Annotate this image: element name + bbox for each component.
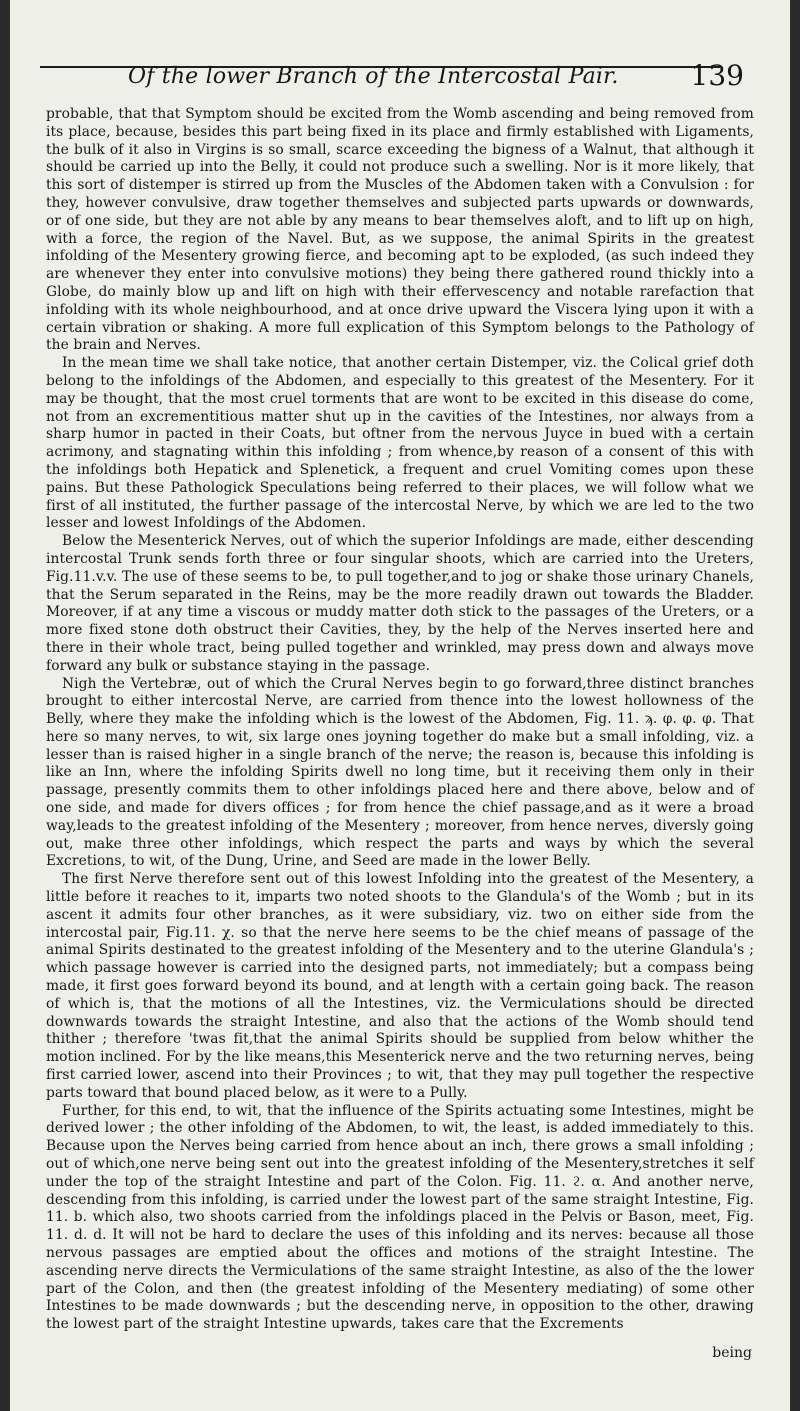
body-text (46, 106, 754, 1334)
page-number: 139 (690, 59, 744, 92)
paragraph-4: Nigh the Vertebræ, out of which the Crural Nerves begin to go forward,three distinct branches brought to either intercostal Nerve, are carried from thence into the lowest hollowness of the Belly, where they make the infolding which is the lowest of the Abdomen, Fig. 11. ϡ. φ. φ. φ. That here so many nerves, to wit, six large ones joyning together do make but a small infolding, viz. a lesser than is raised higher in a single branch of the nerve; the reason is, because this infolding is like an Inn, where the infolding Spirits dwell no long time, but it receiving them only in their passage, presently commits them to other infoldings placed here and there above, below and of one side, and made for divers offices ; for from hence the chief passage,and as it were a broad way,leads to the greatest infolding of the Mesentery ; moreover, from hence nerves, diversly going out, make three other infoldings, which respect the parts and ways by which the several Excretions, to wit, of the Dung, Urine, and Seed are made in the lower Belly. (46, 675, 754, 870)
paragraph-1: probable, that that Symptom should be excited from the Womb ascending and being removed from its place, because, besides this part being fixed in its place and firmly established with Ligaments, the bulk of it also in Virgins is so small, scarce exceeding the bigness of a Walnut, that although it should be carried up into the Belly, it could not produce such a swelling. Nor is it more likely, that this sort of distemper is stirred up from the Muscles of the Abdomen taken with a Convulsion : for they, however convulsive, draw together themselves and subjected parts upwards or downwards, or of one side, but they are not able by any means to bear themselves aloft, and to lift up on high, with a force, the region of the Navel. But, as we suppose, the animal Spirits in the greatest infolding of the Mesentery growing fierce, and becoming apt to be exploded, (as such indeed they are whenever they enter into convulsive motions) they being there gathered round thickly into a Globe, do mainly blow up and lift on high with their effervescency and notable rarefaction that infolding with its whole neighbourhood, and at once drive upward the Viscera lying upon it with a certain vibration or shaking. A more full explication of this Symptom belongs to the Pathology of the brain and Nerves. (46, 106, 754, 354)
book-page (10, 0, 790, 1411)
catchword: being (712, 1345, 752, 1361)
paragraph-5: The first Nerve therefore sent out of this lowest Infolding into the greatest of the Mesentery, a little before it reaches to it, imparts two noted shoots to the Glandula's of the Womb ; but in its ascent it admits four other branches, as it were subsidiary, viz. two on either side from the intercostal pair, Fig.11. χ. so that the nerve here seems to be the chief means of passage of the animal Spirits destinated to the greatest infolding of the Mesentery and to the uterine Glandula's ; which passage however is carried into the designed parts, not immediately; but a compass being made, it first goes forward beyond its bound, and at length with a certain going back. The reason of which is, that the motions of all the Intestines, viz. the Vermiculations should be directed downwards towards the straight Intestine, and also that the actions of the Womb should tend thither ; therefore 'twas fit,that the animal Spirits should be supplied from below whither the motion inclined. For by the like means,this Mesenterick nerve and the two returning nerves, being first carried lower, ascend into their Provinces ; to wit, that they may pull together the respective parts toward that bound placed below, as it were to a Pully. (46, 871, 754, 1101)
paragraph-3: Below the Mesenterick Nerves, out of which the superior Infoldings are made, either descending intercostal Trunk sends forth three or four singular shoots, which are carried into the Ureters, Fig.11.v.v. The use of these seems to be, to pull together,and to jog or shake those urinary Chanels, that the Serum separated in the Reins, may be the more readily drawn out towards the Bladder. Moreover, if at any time a viscous or muddy matter doth stick to the passages of the Ureters, or a more fixed stone doth obstruct their Cavities, they, by the help of the Nerves inserted here and there in their whole tract, being pulled together and wrinkled, may press down and always move forward any bulk or substance staying in the passage. (46, 533, 754, 674)
page-header (46, 54, 754, 98)
running-title: Of the lower Branch of the Intercostal Pair. (128, 63, 619, 89)
paragraph-6: Further, for this end, to wit, that the influence of the Spirits actuating some Intestines, might be derived lower ; the other infolding of the Abdomen, to wit, the least, is added immediately to this. Because upon the Nerves being carried from hence about an inch, there grows a small infolding ; out of which,one nerve being sent out into the greatest infolding of the Mesentery,stretches it self under the top of the straight Intestine and part of the Colon. Fig. 11. ϩ. α. And another nerve, descending from this infolding, is carried under the lowest part of the same straight Intestine, Fig. 11. b. which also, two shoots carried from the infoldings placed in the Pelvis or Bason, meet, Fig. 11. d. d. It will not be hard to declare the uses of this infolding and its nerves: because all those nervous passages are emptied about the offices and motions of the straight Intestine. The ascending nerve directs the Vermiculations of the same straight Intestine, as also of the the lower part of the Colon, and then (the greatest infolding of the Mesentery mediating) of some other Intestines to be made downwards ; but the descending nerve, in opposition to the other, drawing the lowest part of the straight Intestine upwards, takes care that the Excrements (46, 1102, 754, 1333)
paragraph-2: In the mean time we shall take notice, that another certain Distemper, viz. the Colical grief doth belong to the infoldings of the Abdomen, and especially to this greatest of the Mesentery. For it may be thought, that the most cruel torments that are wont to be excited in this disease do come, not from an excrementitious matter shut up in the cavities of the Intestines, nor always from a sharp humor in pacted in their Coats, but oftner from the nervous Juyce in bued with a certain acrimony, and stagnating within this infolding ; from whence,by reason of a consent of this with the infoldings both Hepatick and Splenetick, a frequent and cruel Vomiting comes upon these pains. But these Pathologick Speculations being referred to their places, we will follow what we first of all instituted, the further passage of the intercostal Nerve, by which we are led to the two lesser and lowest Infoldings of the Abdomen. (46, 355, 754, 532)
